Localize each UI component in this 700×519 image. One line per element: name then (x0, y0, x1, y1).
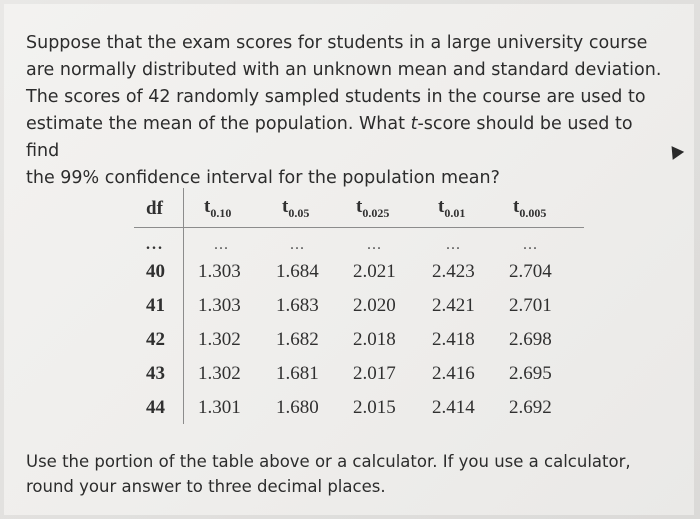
table-cell: 1.303 (198, 295, 241, 316)
df-41: 41 (146, 295, 165, 316)
question-line-4-end: -score should be used to find (26, 114, 633, 161)
df-44: 44 (146, 397, 165, 418)
table-cell: 2.414 (432, 397, 475, 418)
column-header-t0005: $t_{0.005}$ (513, 196, 547, 220)
table-cell: 2.418 (432, 329, 475, 350)
table-vertical-divider (183, 188, 184, 424)
column-header-t010: $t_{0.10}$ (204, 196, 232, 220)
ellipsis-cell: ... (367, 236, 382, 253)
table-cell: 1.680 (276, 397, 319, 418)
ellipsis-cell: ... (214, 236, 229, 253)
table-cell: 2.015 (353, 397, 396, 418)
table-cell: 2.416 (432, 363, 475, 384)
table-cell: 2.423 (432, 261, 475, 282)
table-cell: 2.695 (509, 363, 552, 384)
ellipsis-cell: ... (446, 236, 461, 253)
column-header-t001: $t_{0.01}$ (438, 196, 466, 220)
table-cell: 1.303 (198, 261, 241, 282)
question-line-1: Suppose that the exam scores for students in a large university course (26, 33, 648, 53)
table-cell: 1.682 (276, 329, 319, 350)
ellipsis-cell: ... (523, 236, 538, 253)
df-40: 40 (146, 261, 165, 282)
table-cell: 2.698 (509, 329, 552, 350)
ellipsis-cell: ... (290, 236, 305, 253)
table-cell: 2.017 (353, 363, 396, 384)
instructions-line-1: Use the portion of the table above or a calculator. If you use a calculator, (26, 452, 631, 471)
table-cell: 2.021 (353, 261, 396, 282)
table-cell: 1.301 (198, 397, 241, 418)
question-line-5: the 99% confidence interval for the population mean? (26, 168, 500, 188)
t-distribution-table (134, 188, 584, 424)
df-header: df (146, 198, 163, 219)
instructions-text (26, 449, 676, 499)
table-cell: 1.683 (276, 295, 319, 316)
table-cell: 2.421 (432, 295, 475, 316)
table-cell: 2.704 (509, 261, 552, 282)
table-cell: 2.020 (353, 295, 396, 316)
table-cell: 1.302 (198, 363, 241, 384)
df-42: 42 (146, 329, 165, 350)
table-cell: 1.684 (276, 261, 319, 282)
instructions-line-2: round your answer to three decimal places. (26, 477, 386, 496)
question-line-3: The scores of 42 randomly sampled students in the course are used to (26, 87, 646, 107)
table-cell: 1.681 (276, 363, 319, 384)
df-43: 43 (146, 363, 165, 384)
table-cell: 2.692 (509, 397, 552, 418)
column-header-t005: $t_{0.05}$ (282, 196, 310, 220)
t-variable: t (410, 114, 418, 134)
question-text (26, 30, 666, 192)
column-header-t0025: $t_{0.025}$ (356, 196, 390, 220)
table-horizontal-divider (134, 227, 584, 228)
table-cell: 1.302 (198, 329, 241, 350)
question-line-4-start: estimate the mean of the population. What (26, 114, 411, 134)
question-line-2: are normally distributed with an unknown mean and standard deviation. (26, 60, 662, 80)
ellipsis-df: ... (146, 236, 164, 253)
table-cell: 2.018 (353, 329, 396, 350)
table-cell: 2.701 (509, 295, 552, 316)
